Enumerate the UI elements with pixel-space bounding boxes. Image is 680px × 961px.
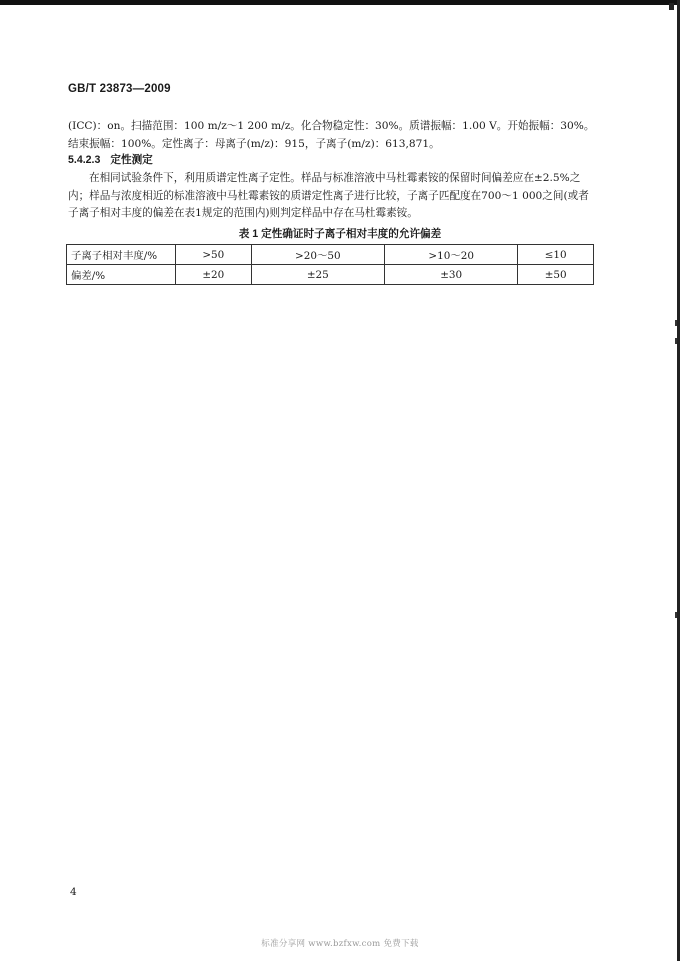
row-header: 子离子相对丰度/%: [67, 245, 176, 265]
tolerance-table: [66, 244, 594, 285]
section-number: 5.4.2.3: [68, 154, 101, 166]
scan-edge-tick: [675, 320, 677, 326]
instrument-parameters-paragraph: (ICC)：on。扫描范围：100 m/z～1 200 m/z。化合物稳定性：30%。质谱振幅：1.00 V。开始振幅：30%。结束振幅：100%。定性离子：母离子(m/z)：915，子离子(m/z)：613,871。: [68, 120, 595, 150]
row-header: 偏差/%: [67, 265, 176, 285]
scan-edge-tick: [675, 338, 677, 344]
standard-code-header: GB/T 23873—2009: [68, 83, 171, 95]
table-row: [67, 245, 594, 265]
table-cell: >10～20: [384, 245, 517, 265]
section-title: 定性测定: [110, 154, 153, 166]
footer-watermark: 标准分享网 www.bzfxw.com 免费下载: [261, 939, 419, 949]
table-caption: 表 1 定性确证时子离子相对丰度的允许偏差: [238, 228, 442, 240]
table-cell: ±50: [518, 265, 594, 285]
table-row: [67, 265, 594, 285]
qualitative-determination-paragraph: 在相同试验条件下，利用质谱定性离子定性。样品与标准溶液中马杜霉素铵的保留时间偏差应在±2.5%之内；样品与浓度相近的标准溶液中马杜霉素铵的质谱定性离子进行比较，子离子匹配度在700～1 000之间(或者子离子相对丰度的偏差在表1规定的范围内)则判定样品中存在马杜霉素铵。: [68, 172, 589, 219]
scan-edge-tick: [675, 612, 677, 618]
table-cell: >20～50: [251, 245, 384, 265]
table-cell: ≤10: [518, 245, 594, 265]
scan-corner-mark: [669, 3, 674, 10]
page-number: 4: [70, 886, 77, 898]
table-cell: ±25: [251, 265, 384, 285]
table-cell: ±30: [384, 265, 517, 285]
table-cell: ±20: [176, 265, 252, 285]
section-heading: [68, 152, 153, 167]
table-cell: >50: [176, 245, 252, 265]
top-border-rule: [0, 0, 680, 5]
